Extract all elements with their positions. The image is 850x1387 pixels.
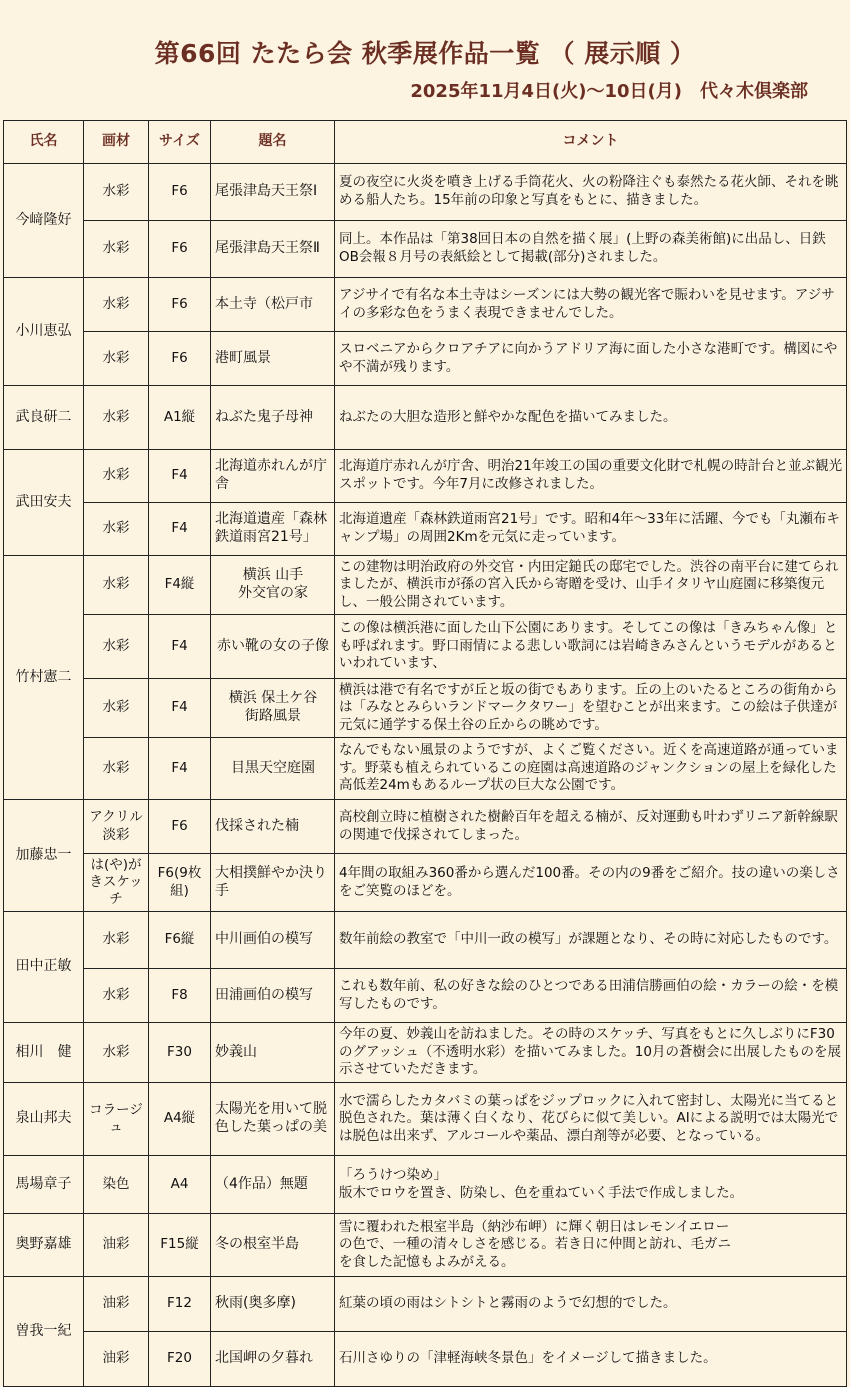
work-medium: 油彩 <box>84 1332 149 1387</box>
work-medium: 水彩 <box>84 912 149 969</box>
work-title: 冬の根室半島 <box>211 1214 335 1277</box>
artist-name: 曽我一紀 <box>4 1277 84 1387</box>
work-comment: 今年の夏、妙義山を訪ねました。その時のスケッチ、写真をもとに久しぶりにF30のグアッシュ（不透明水彩）を描いてみました。10月の蒼樹会に出展したものを展示させていただきます。 <box>335 1023 847 1083</box>
table-row <box>4 1156 847 1214</box>
artist-name: 泉山邦夫 <box>4 1083 84 1156</box>
work-title: 妙義山 <box>211 1023 335 1083</box>
work-size: F20 <box>149 1332 211 1387</box>
work-title: （4作品）無題 <box>211 1156 335 1214</box>
work-size: F8 <box>149 969 211 1023</box>
work-size: F30 <box>149 1023 211 1083</box>
work-title: 伐採された楠 <box>211 800 335 854</box>
work-comment: 水で濡らしたカタバミの葉っぱをジップロックに入れて密封し、太陽光に当てると脱色された。葉は薄く白くなり、花びらに似て美しい。AIによる説明では太陽光では脱色は出来ず、アルコールや薬品、漂白剤等が必要、となっている。 <box>335 1083 847 1156</box>
work-title: 尾張津島天王祭Ⅰ <box>211 164 335 221</box>
table-row <box>4 386 847 450</box>
work-title: 北海道遺産「森林鉄道雨宮21号」 <box>211 503 335 556</box>
column-header-medium: 画材 <box>84 121 149 164</box>
work-medium: 水彩 <box>84 221 149 278</box>
work-comment: 数年前絵の教室で「中川一政の模写」が課題となり、その時に対応したものです。 <box>335 912 847 969</box>
artwork-table <box>3 120 847 1387</box>
work-title: 横浜 保土ケ谷 街路風景 <box>211 679 335 738</box>
table-row <box>4 615 847 679</box>
work-size: F4 <box>149 615 211 679</box>
work-medium: 水彩 <box>84 738 149 800</box>
work-medium: コラージュ <box>84 1083 149 1156</box>
work-comment: 紅葉の頃の雨はシトシトと霧雨のようで幻想的でした。 <box>335 1277 847 1332</box>
artist-name: 奥野嘉雄 <box>4 1214 84 1277</box>
artist-name: 相川 健 <box>4 1023 84 1083</box>
table-row <box>4 221 847 278</box>
work-comment: 雪に覆われた根室半島（納沙布岬）に輝く朝日はレモンイエロー の色で、一種の清々しさを感じる。若き日に仲間と訪れ、毛ガニ を食した記憶もよみがえる。 <box>335 1214 847 1277</box>
work-title: 目黒天空庭園 <box>211 738 335 800</box>
work-title: 田浦画伯の模写 <box>211 969 335 1023</box>
work-size: F6 <box>149 800 211 854</box>
column-header-comment: コメント <box>335 121 847 164</box>
artist-name: 竹村憲二 <box>4 556 84 800</box>
table-row <box>4 738 847 800</box>
work-medium: 水彩 <box>84 503 149 556</box>
work-medium: 水彩 <box>84 679 149 738</box>
work-size: F6 <box>149 221 211 278</box>
column-header-size: サイズ <box>149 121 211 164</box>
work-title: 大相撲鮮やか決り手 <box>211 854 335 912</box>
work-size: F4 <box>149 503 211 556</box>
work-comment: 「ろうけつ染め」 版木でロウを置き、防染し、色を重ねていく手法で作成しました。 <box>335 1156 847 1214</box>
work-comment: 石川さゆりの「津軽海峡冬景色」をイメージして描きました。 <box>335 1332 847 1387</box>
work-size: F12 <box>149 1277 211 1332</box>
work-size: F4 <box>149 450 211 503</box>
table-row <box>4 800 847 854</box>
work-title: 秋雨(奥多摩) <box>211 1277 335 1332</box>
work-size: A4縦 <box>149 1083 211 1156</box>
work-size: F15縦 <box>149 1214 211 1277</box>
artist-name: 加藤忠一 <box>4 800 84 912</box>
work-size: F4縦 <box>149 556 211 615</box>
table-row <box>4 969 847 1023</box>
work-medium: 水彩 <box>84 386 149 450</box>
table-row <box>4 1023 847 1083</box>
work-medium: 水彩 <box>84 556 149 615</box>
table-row <box>4 1214 847 1277</box>
work-comment: スロベニアからクロアチアに向かうアドリア海に面した小さな港町です。構図にやや不満が残ります。 <box>335 332 847 386</box>
table-row <box>4 503 847 556</box>
table-row <box>4 164 847 221</box>
work-medium: 水彩 <box>84 164 149 221</box>
table-row <box>4 1277 847 1332</box>
work-medium: 油彩 <box>84 1214 149 1277</box>
artist-name: 武良研二 <box>4 386 84 450</box>
artist-name: 田中正敏 <box>4 912 84 1023</box>
work-comment: 横浜は港で有名ですが丘と坂の街でもあります。丘の上のいたるところの街角からは「みなとみらいランドマークタワー」を望むことが出来ます。この絵は子供達が元気に通学する保土谷の丘からの眺めです。 <box>335 679 847 738</box>
work-medium: は(や)がきスケッチ <box>84 854 149 912</box>
work-comment: 高校創立時に植樹された樹齢百年を超える楠が、反対運動も叶わずリニア新幹線駅の関連で伐採されてしまった。 <box>335 800 847 854</box>
work-comment: 夏の夜空に火炎を噴き上げる手筒花火、火の粉降注ぐも泰然たる花火師、それを眺める船人たち。15年前の印象と写真をもとに、描きました。 <box>335 164 847 221</box>
table-row <box>4 1083 847 1156</box>
artist-name: 小川恵弘 <box>4 278 84 386</box>
exhibition-date-venue: 2025年11月4日(火)～10日(月) 代々木倶楽部 <box>410 81 808 102</box>
work-comment: この像は横浜港に面した山下公園にあります。そしてこの像は「きみちゃん像」とも呼ばれます。野口雨情による悲しい歌詞には岩崎きみさんというモデルがあるといわれています、 <box>335 615 847 679</box>
table-row <box>4 912 847 969</box>
work-comment: アジサイで有名な本土寺はシーズンには大勢の観光客で賑わいを見せます。アジサイの多彩な色をうまく表現できませんでした。 <box>335 278 847 332</box>
work-title: 中川画伯の模写 <box>211 912 335 969</box>
table-header-row <box>4 121 847 164</box>
work-comment: 同上。本作品は「第38回日本の自然を描く展」(上野の森美術館)に出品し、日鉄OB会報８月号の表紙絵として掲載(部分)されました。 <box>335 221 847 278</box>
work-title: 北国岬の夕暮れ <box>211 1332 335 1387</box>
work-comment: 北海道遺産「森林鉄道雨宮21号」です。昭和4年～33年に活躍、今でも「丸瀬布キャンプ場」の周囲2Kmを元気に走っています。 <box>335 503 847 556</box>
work-size: F4 <box>149 738 211 800</box>
work-title: ねぶた鬼子母神 <box>211 386 335 450</box>
work-size: A1縦 <box>149 386 211 450</box>
work-comment: これも数年前、私の好きな絵のひとつである田浦信勝画伯の絵・カラーの絵・を模写したものです。 <box>335 969 847 1023</box>
work-medium: 水彩 <box>84 1023 149 1083</box>
work-title: 太陽光を用いて脱色した葉っぱの美 <box>211 1083 335 1156</box>
work-medium: 水彩 <box>84 332 149 386</box>
table-row <box>4 556 847 615</box>
table-row <box>4 854 847 912</box>
table-row <box>4 450 847 503</box>
work-medium: 油彩 <box>84 1277 149 1332</box>
work-title: 尾張津島天王祭Ⅱ <box>211 221 335 278</box>
work-title: 本土寺（松戸市 <box>211 278 335 332</box>
table-row <box>4 278 847 332</box>
artist-name: 馬場章子 <box>4 1156 84 1214</box>
work-title: 赤い靴の女の子像 <box>211 615 335 679</box>
work-title: 横浜 山手 外交官の家 <box>211 556 335 615</box>
work-medium: 水彩 <box>84 450 149 503</box>
work-medium: 水彩 <box>84 615 149 679</box>
table-row <box>4 332 847 386</box>
column-header-title: 題名 <box>211 121 335 164</box>
work-medium: 染色 <box>84 1156 149 1214</box>
work-comment: ねぶたの大胆な造形と鮮やかな配色を描いてみました。 <box>335 386 847 450</box>
work-comment: なんでもない風景のようですが、よくご覧ください。近くを高速道路が通っています。野菜も植えられているこの庭園は高速道路のジャンクションの屋上を緑化した高低差24mもあるループ状の巨大な公園です。 <box>335 738 847 800</box>
table-row <box>4 679 847 738</box>
work-size: F6(9枚組) <box>149 854 211 912</box>
work-title: 北海道赤れんが庁舎 <box>211 450 335 503</box>
table-row <box>4 1332 847 1387</box>
work-comment: 北海道庁赤れんが庁舎、明治21年竣工の国の重要文化財で札幌の時計台と並ぶ観光スポットです。今年7月に改修されました。 <box>335 450 847 503</box>
work-size: A4 <box>149 1156 211 1214</box>
work-comment: 4年間の取組み360番から選んだ100番。その内の9番をご紹介。技の違いの楽しさをご笑覧のほどを。 <box>335 854 847 912</box>
page-title: 第66回 たたら会 秋季展作品一覧 （ 展示順 ） <box>154 39 696 68</box>
work-size: F6縦 <box>149 912 211 969</box>
column-header-name: 氏名 <box>4 121 84 164</box>
work-medium: アクリル淡彩 <box>84 800 149 854</box>
work-size: F6 <box>149 278 211 332</box>
work-size: F6 <box>149 332 211 386</box>
artist-name: 武田安夫 <box>4 450 84 556</box>
work-size: F6 <box>149 164 211 221</box>
artist-name: 今﨑隆好 <box>4 164 84 278</box>
work-title: 港町風景 <box>211 332 335 386</box>
work-medium: 水彩 <box>84 969 149 1023</box>
work-size: F4 <box>149 679 211 738</box>
work-comment: この建物は明治政府の外交官・内田定鎚氏の邸宅でした。渋谷の南平台に建てられましたが、横浜市が孫の宮入氏から寄贈を受け、山手イタリヤ山庭園に移築復元し、一般公開されています。 <box>335 556 847 615</box>
work-medium: 水彩 <box>84 278 149 332</box>
